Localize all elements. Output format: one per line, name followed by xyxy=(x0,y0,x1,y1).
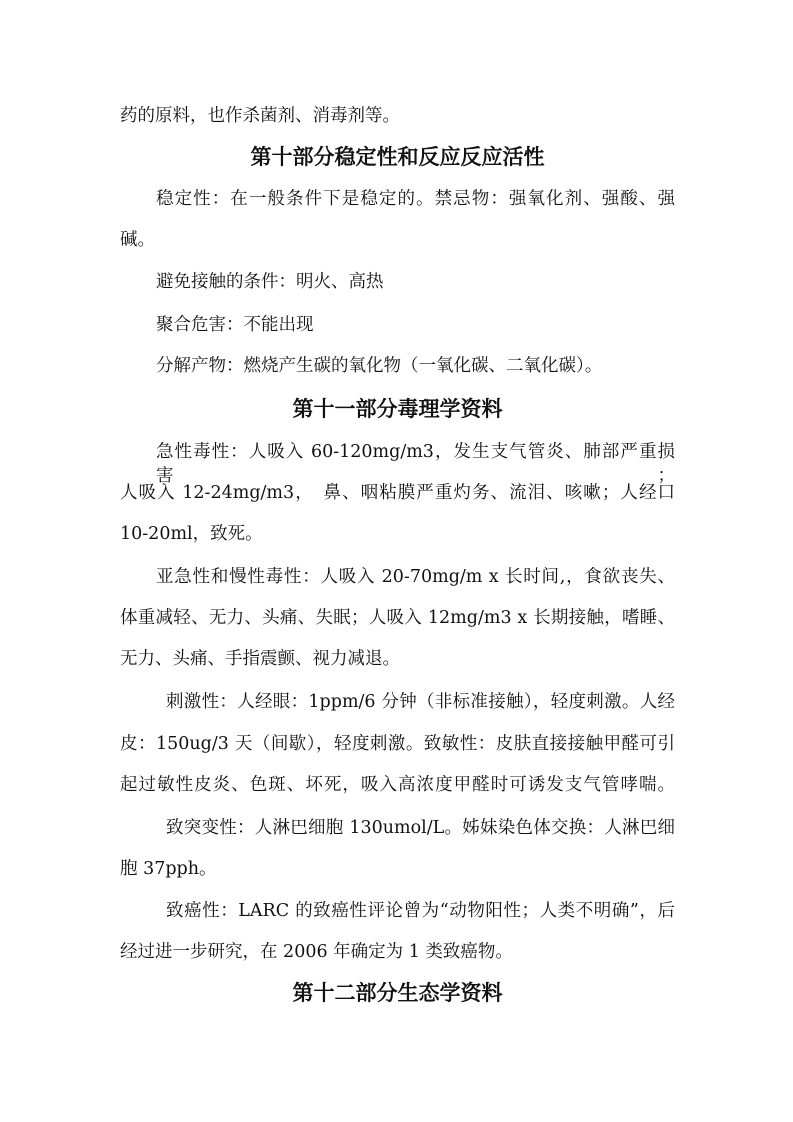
body-text-line: 致突变性：人淋巴细胞 130umol/L。姊妹染色体交换：人淋巴细 xyxy=(166,818,675,838)
body-text-line: 急性毒性：人吸入 60-120mg/m3，发生支气管炎、肺部严重损害； xyxy=(156,442,675,486)
body-text-line: 碱。 xyxy=(120,230,155,250)
body-text-line: 稳定性：在一般条件下是稳定的。禁忌物：强氧化剂、强酸、强 xyxy=(156,189,675,209)
body-text-line: 刺激性：人经眼：1ppm/6 分钟（非标准接触），轻度刺激。人经 xyxy=(166,692,675,712)
body-text-line: 胞 37pph。 xyxy=(120,859,217,879)
body-text-line: 皮：150ug/3 天（间歇），轻度刺激。致敏性：皮肤直接接触甲醛可引 xyxy=(120,734,675,754)
body-text-line: 无力、头痛、手指震颤、视力减退。 xyxy=(120,649,400,669)
section-heading-12: 第十二部分生态学资料 xyxy=(292,980,503,1005)
body-text-line: 致癌性：LARC 的致癌性评论曾为“动物阳性；人类不明确”，后 xyxy=(166,901,675,921)
body-text-line: 分解产物：燃烧产生碳的氧化物（一氧化碳、二氧化碳）。 xyxy=(156,356,603,376)
body-text-line: 经过进一步研究，在 2006 年确定为 1 类致癌物。 xyxy=(120,942,513,962)
body-text-line: 避免接触的条件：明火、高热 xyxy=(156,272,384,292)
body-text-line: 聚合危害：不能出现 xyxy=(156,315,314,335)
section-heading-11: 第十一部分毒理学资料 xyxy=(292,396,503,421)
body-text-line: 药的原料，也作杀菌剂、消毒剂等。 xyxy=(120,106,400,126)
body-text-line: 体重减轻、无力、头痛、失眠；人吸入 12mg/m3 x 长期接触，嗜睡、 xyxy=(120,608,675,628)
body-text-line: 起过敏性皮炎、色斑、坏死，吸入高浓度甲醛时可诱发支气管哮喘。 xyxy=(120,775,675,795)
section-heading-10: 第十部分稳定性和反应反应活性 xyxy=(250,144,545,169)
body-text-line: 亚急性和慢性毒性：人吸入 20-70mg/m x 长时间,，食欲丧失、 xyxy=(156,567,675,587)
body-text-line: 10-20ml，致死。 xyxy=(120,524,263,544)
body-text-line: 人吸入 12-24mg/m3， 鼻、咽粘膜严重灼务、流泪、咳嗽；人经口 xyxy=(120,483,675,503)
